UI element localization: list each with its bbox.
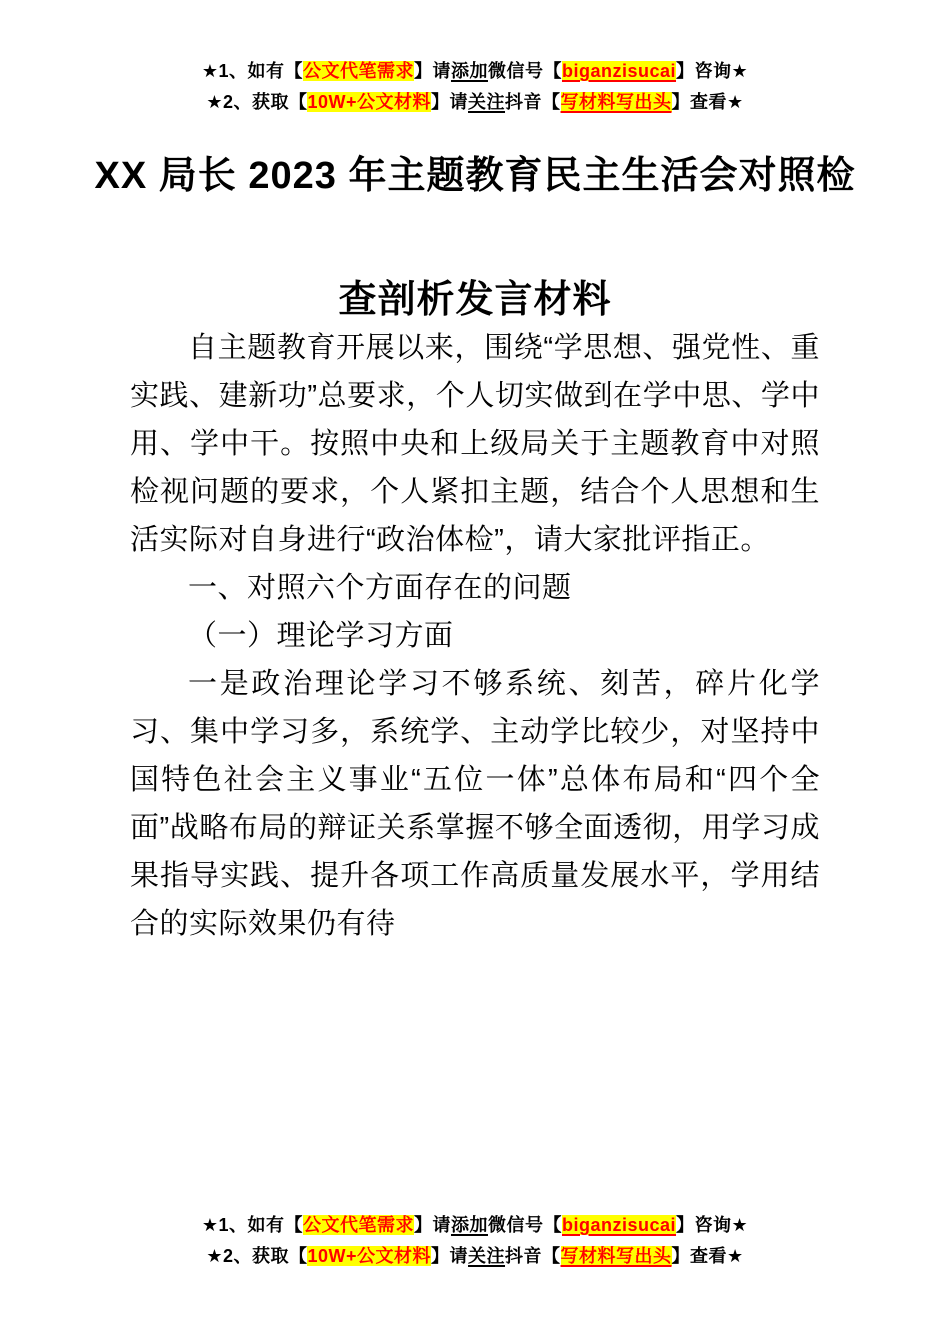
promo-text: ★2、获取【 (206, 92, 308, 112)
promo-text: 】咨询★ (676, 1215, 749, 1235)
section-heading-problems: 一、对照六个方面存在的问题 (188, 572, 572, 604)
promo-header-line-2 (0, 87, 950, 118)
promo-text: ★2、获取【 (206, 1246, 308, 1266)
document-title-line-2: 查剖析发言材料 (338, 279, 612, 321)
promo-text: ★1、如有【 (201, 1215, 303, 1235)
promo-text: 抖音【 (505, 1246, 561, 1266)
intro-paragraph: 自主题教育开展以来，围绕“学思想、强党性、重实践、建新功”总要求，个人切实做到在学中思、学中用、学中干。按照中央和上级局关于主题教育中对照检视问题的要求，个人紧扣主题，结合个人思想和生活实际对自身进行“政治体检”，请大家批评指正。 (130, 332, 820, 556)
promo-text: 】查看★ (671, 1246, 744, 1266)
underline-word-follow: 关注 (468, 1246, 506, 1266)
promo-footer-line-2 (0, 1241, 950, 1272)
document-body (130, 324, 820, 948)
promo-text: 微信号【 (487, 61, 562, 81)
promo-text: 抖音【 (505, 92, 561, 112)
promo-header-line-1 (0, 56, 950, 87)
highlight-keyword-materials: 10W+公文材料 (307, 1246, 432, 1266)
promo-text: 微信号【 (487, 1215, 562, 1235)
promo-text: 】请 (413, 61, 451, 81)
highlight-wechat-id: biganzisucai (561, 1215, 677, 1235)
promo-text: 】查看★ (671, 92, 744, 112)
underline-word-add: 添加 (450, 1215, 488, 1235)
highlight-douyin-account: 写材料写出头 (560, 1246, 672, 1266)
underline-word-follow: 关注 (468, 92, 506, 112)
document-title (0, 152, 950, 324)
promo-text: 】咨询★ (676, 61, 749, 81)
promo-text: ★1、如有【 (201, 61, 303, 81)
highlight-wechat-id: biganzisucai (561, 61, 677, 81)
highlight-keyword-writing-service: 公文代笔需求 (302, 61, 414, 81)
highlight-douyin-account: 写材料写出头 (560, 92, 672, 112)
promo-text: 】请 (431, 1246, 469, 1266)
promo-text: 】请 (431, 92, 469, 112)
document-title-line-1: XX 局长 2023 年主题教育民主生活会对照检 (94, 155, 856, 197)
problem-paragraph-1: 一是政治理论学习不够系统、刻苦，碎片化学习、集中学习多，系统学、主动学比较少，对坚持中国特色社会主义事业“五位一体”总体布局和“四个全面”战略布局的辩证关系掌握不够全面透彻，用学习成果指导实践、提升各项工作高质量发展水平，学用结合的实际效果仍有待 (130, 668, 820, 940)
underline-word-add: 添加 (450, 61, 488, 81)
subsection-heading-theory-study: （一）理论学习方面 (188, 620, 454, 652)
promo-footer-line-1 (0, 1210, 950, 1241)
highlight-keyword-materials: 10W+公文材料 (307, 92, 432, 112)
promo-footer (0, 1210, 950, 1272)
promo-header (0, 0, 950, 118)
promo-text: 】请 (413, 1215, 451, 1235)
highlight-keyword-writing-service: 公文代笔需求 (302, 1215, 414, 1235)
